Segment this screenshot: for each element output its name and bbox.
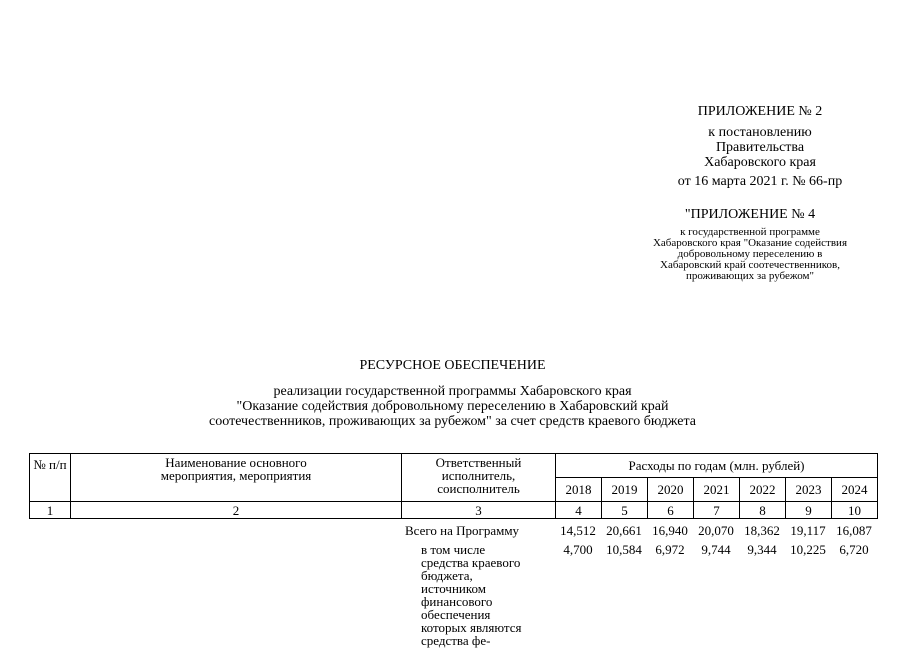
row-label: Всего на Программу xyxy=(405,523,520,538)
approval-line: Хабаровского края xyxy=(704,155,816,170)
column-number: 7 xyxy=(694,502,740,519)
column-number: 5 xyxy=(602,502,648,519)
appendix-line: к государственной программе xyxy=(680,226,820,238)
col-header-executor: Ответственный исполнитель, соисполнитель xyxy=(402,454,556,502)
column-number: 8 xyxy=(740,502,786,519)
heading-line: соотечественников, проживающих за рубежом" за счет средств краевого бюджета xyxy=(209,414,696,429)
approval-title: ПРИЛОЖЕНИЕ № 2 xyxy=(697,104,823,119)
appendix-line: Хабаровский край соотечественников, xyxy=(660,259,840,271)
column-number: 9 xyxy=(786,502,832,519)
row-value: 16,940 xyxy=(652,523,688,538)
row-value: 16,087 xyxy=(836,523,872,538)
approval-line: Правительства xyxy=(715,140,805,155)
row-label: в том числе средства краевого бюджета, источником финансового обеспечения которых являются средства фе- xyxy=(421,542,522,648)
heading-title: РЕСУРСНОЕ ОБЕСПЕЧЕНИЕ xyxy=(359,358,546,373)
approval-date: от 16 марта 2021 г. № 66-пр xyxy=(677,174,843,189)
resource-table xyxy=(29,453,878,519)
table-row xyxy=(29,524,877,537)
year-header: 2018 xyxy=(556,478,602,502)
row-value: 14,512 xyxy=(560,523,596,538)
year-header: 2020 xyxy=(648,478,694,502)
appendix-title: "ПРИЛОЖЕНИЕ № 4 xyxy=(684,207,816,222)
row-value: 6,972 xyxy=(655,542,685,557)
year-header: 2024 xyxy=(832,478,878,502)
appendix-line: Хабаровского края "Оказание содействия xyxy=(652,237,847,249)
heading-line: "Оказание содействия добровольному переселению в Хабаровский край xyxy=(236,399,669,414)
column-number: 1 xyxy=(30,502,71,519)
year-header: 2023 xyxy=(786,478,832,502)
heading-line: реализации государственной программы Хабаровского края xyxy=(273,384,632,399)
appendix-block xyxy=(620,207,880,282)
row-value: 20,661 xyxy=(606,523,642,538)
approval-line: к постановлению xyxy=(708,125,812,140)
appendix-line: проживающих за рубежом" xyxy=(686,270,814,282)
row-value: 19,117 xyxy=(790,523,826,538)
column-number: 10 xyxy=(832,502,878,519)
row-value: 20,070 xyxy=(698,523,734,538)
resource-table-body xyxy=(29,524,877,647)
column-number: 2 xyxy=(71,502,402,519)
col-header-expenses: Расходы по годам (млн. рублей) xyxy=(556,454,878,478)
row-value: 18,362 xyxy=(744,523,780,538)
row-value: 9,344 xyxy=(747,542,777,557)
col-header-name: Наименование основного мероприятия, мероприятия xyxy=(71,454,402,502)
column-number: 6 xyxy=(648,502,694,519)
approval-block xyxy=(640,104,880,189)
year-header: 2019 xyxy=(602,478,648,502)
column-number: 3 xyxy=(402,502,556,519)
row-value: 6,720 xyxy=(839,542,869,557)
row-value: 4,700 xyxy=(563,542,593,557)
year-header: 2022 xyxy=(740,478,786,502)
document-heading xyxy=(150,358,755,429)
row-value: 9,744 xyxy=(701,542,731,557)
col-header-number: № п/п xyxy=(30,454,71,502)
table-row xyxy=(29,543,877,647)
column-number: 4 xyxy=(556,502,602,519)
appendix-line: добровольному переселению в xyxy=(677,248,823,260)
row-value: 10,225 xyxy=(790,542,826,557)
year-header: 2021 xyxy=(694,478,740,502)
row-value: 10,584 xyxy=(606,542,642,557)
